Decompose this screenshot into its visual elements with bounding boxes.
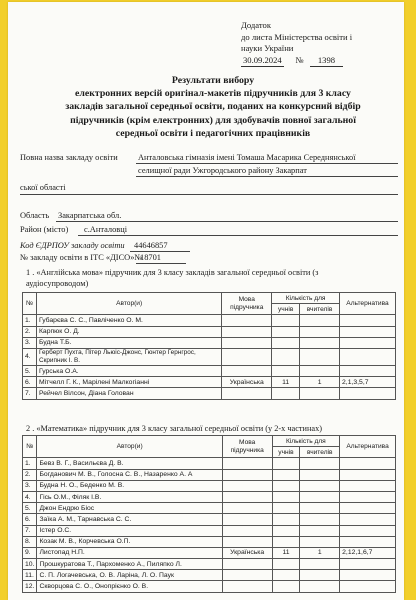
row-author: Гурська О.А. — [36, 365, 221, 376]
row-author: Заїка А. М., Тарнавська С. С. — [37, 514, 222, 525]
row-alternative — [340, 514, 396, 525]
row-alternative — [340, 570, 396, 581]
row-teachers-count — [300, 503, 340, 514]
stamp-line: Додаток — [241, 20, 271, 30]
row-language — [222, 559, 272, 570]
row-number: 2. — [23, 469, 37, 480]
row-language — [222, 514, 272, 525]
title-line: підручників (крім електронних) для здобувачів повної загальної — [70, 114, 356, 126]
title-line: середньої освіти і педагогічних працівників — [115, 127, 311, 139]
row-students-count — [272, 365, 300, 376]
row-language — [222, 458, 272, 469]
row-students-count — [272, 491, 300, 502]
row-language — [222, 570, 272, 581]
row-teachers-count — [300, 365, 340, 376]
row-author: Джон Ендрю Біос — [37, 503, 222, 514]
row-teachers-count: 1 — [300, 547, 340, 558]
document-title — [28, 74, 398, 140]
table-math — [22, 435, 396, 593]
header-teachers: вчителів — [300, 304, 340, 315]
table-row — [23, 536, 396, 547]
school-name-value-2: селищної ради Ужгородського району Закарпат — [138, 166, 307, 175]
header-num: № — [23, 436, 37, 458]
region-label: Область — [20, 211, 50, 220]
row-number: 5. — [23, 365, 37, 376]
underline — [136, 263, 186, 264]
stamp-date: 30.09.2024 — [241, 55, 284, 68]
row-number: 3. — [23, 480, 37, 491]
row-students-count — [272, 480, 300, 491]
row-teachers-count — [300, 536, 340, 547]
row-alternative — [340, 337, 396, 348]
row-author: Герберт Пухта, Пітер Льюіс-Джонс, Гюнтер Гернгрос, Скрипник І. В. — [36, 348, 221, 365]
header-students: учнів — [272, 447, 300, 458]
district-value: с.Анталовці — [84, 225, 128, 234]
row-number: 1. — [23, 315, 37, 326]
table-row — [23, 514, 396, 525]
row-alternative — [340, 315, 396, 326]
header-teachers: вчителів — [300, 447, 340, 458]
row-alternative: 2,1,3,5,7 — [340, 377, 396, 388]
header-alt: Альтернатива — [340, 436, 396, 458]
table-row — [23, 315, 396, 326]
row-language — [222, 326, 272, 337]
row-number: 7. — [23, 525, 37, 536]
row-author: Богданович М. В., Голосна С. В., Назаренко А. А — [37, 469, 222, 480]
header-qty: Кількість для — [272, 293, 340, 304]
row-alternative — [340, 365, 396, 376]
table-english — [22, 292, 396, 400]
row-students-count — [272, 388, 300, 399]
row-author: Губарєва С. С., Павліченко О. М. — [36, 315, 221, 326]
row-teachers-count — [300, 469, 340, 480]
row-author: Рейчел Вілсон, Діана Голован — [36, 388, 221, 399]
row-students-count — [272, 514, 300, 525]
row-number: 6. — [23, 514, 37, 525]
row-number: 7. — [23, 388, 37, 399]
table-row — [23, 570, 396, 581]
region-value: Закарпатська обл. — [58, 211, 122, 220]
row-students-count — [272, 581, 300, 592]
row-alternative — [340, 326, 396, 337]
district-label: Район (місто) — [20, 225, 69, 234]
table-row — [23, 491, 396, 502]
row-students-count: 11 — [272, 377, 300, 388]
row-language — [222, 337, 272, 348]
stamp-number-sign: № — [295, 54, 304, 65]
row-number: 12. — [23, 581, 37, 592]
row-author: Карпюк О. Д. — [36, 326, 221, 337]
underline — [136, 163, 398, 164]
header-author: Автор(и) — [36, 293, 221, 315]
table-row — [23, 480, 396, 491]
row-number: 1. — [23, 458, 37, 469]
row-number: 4. — [23, 491, 37, 502]
row-author: Мітчелл Г. К., Марілені Малкогіанні — [36, 377, 221, 388]
table-row — [23, 388, 396, 399]
title-line: закладів загальної середньої освіти, поданих на конкурсний відбір — [65, 101, 361, 113]
row-students-count — [272, 503, 300, 514]
school-name-value-3: ської області — [20, 183, 66, 192]
row-language — [222, 315, 272, 326]
row-number: 5. — [23, 503, 37, 514]
row-author: Скворцова С. О., Онопрієнко О. В. — [37, 581, 222, 592]
row-author: Прошкуратова Т., Пархоменко А., Пиляпко Л. — [37, 559, 222, 570]
row-language — [222, 365, 272, 376]
row-alternative: 2,12,1,6,7 — [340, 547, 396, 558]
row-students-count — [272, 469, 300, 480]
row-students-count: 11 — [272, 547, 300, 558]
row-students-count — [272, 525, 300, 536]
row-teachers-count — [300, 315, 340, 326]
row-alternative — [340, 503, 396, 514]
header-lang: Мова підручника — [222, 436, 272, 458]
row-alternative — [340, 348, 396, 365]
row-author: Будна Т.Б. — [36, 337, 221, 348]
table-row — [23, 365, 396, 376]
row-language — [222, 503, 272, 514]
row-teachers-count — [300, 326, 340, 337]
title-line: Результати вибору — [171, 75, 255, 86]
header-lang: Мова підручника — [222, 293, 272, 315]
row-author: Будна Н. О., Беденко М. В. — [37, 480, 222, 491]
stamp-number: 1398 — [310, 55, 343, 68]
underline — [136, 176, 398, 177]
row-teachers-count — [300, 559, 340, 570]
row-language — [222, 525, 272, 536]
section-1-caption — [26, 268, 396, 289]
row-students-count — [272, 458, 300, 469]
stamp-date-line — [241, 55, 401, 68]
stamp-line: науки України — [241, 43, 294, 53]
row-students-count — [272, 337, 300, 348]
row-students-count — [272, 348, 300, 365]
disco-label: № закладу освіти в ІТС «ДІСО»№ — [20, 253, 143, 262]
row-author: Істер О.С. — [37, 525, 222, 536]
row-students-count — [272, 559, 300, 570]
header-students: учнів — [272, 304, 300, 315]
appendix-stamp — [241, 20, 401, 67]
table-row — [23, 581, 396, 592]
row-language — [222, 491, 272, 502]
section-2-caption — [26, 424, 396, 435]
row-number: 3. — [23, 337, 37, 348]
row-alternative — [340, 469, 396, 480]
row-teachers-count — [300, 348, 340, 365]
row-number: 4. — [23, 348, 37, 365]
row-language: Українська — [222, 377, 272, 388]
row-students-count — [272, 326, 300, 337]
row-students-count — [272, 536, 300, 547]
underline — [78, 235, 398, 236]
table-row — [23, 377, 396, 388]
table-row — [23, 348, 396, 365]
row-number: 11. — [23, 570, 37, 581]
row-author: Листопад Н.П. — [37, 547, 222, 558]
row-teachers-count: 1 — [300, 377, 340, 388]
row-teachers-count — [300, 491, 340, 502]
row-language — [222, 536, 272, 547]
row-students-count — [272, 315, 300, 326]
header-author: Автор(и) — [37, 436, 222, 458]
row-language: Українська — [222, 547, 272, 558]
row-number: 9. — [23, 547, 37, 558]
row-author: Гісь О.М., Філяк І.В. — [37, 491, 222, 502]
table-row — [23, 525, 396, 536]
stamp-line: до листа Міністерства освіти і — [241, 31, 353, 42]
row-number: 2. — [23, 326, 37, 337]
row-teachers-count — [300, 581, 340, 592]
row-language — [222, 348, 272, 365]
row-teachers-count — [300, 458, 340, 469]
underline — [56, 221, 398, 222]
row-language — [222, 581, 272, 592]
row-teachers-count — [300, 525, 340, 536]
table-row — [23, 469, 396, 480]
table-row — [23, 559, 396, 570]
row-alternative — [340, 559, 396, 570]
row-number: 8. — [23, 536, 37, 547]
row-number: 10. — [23, 559, 37, 570]
row-author: Бевз В. Г., Васильєва Д. В. — [37, 458, 222, 469]
caption-line: 2 . «Математика» підручник для 3 класу загальної середньої освіти (у 2-х частинах) — [26, 424, 322, 433]
row-author: С. П. Логачевська, О. В. Ларіна, Л. О. Паук — [37, 570, 222, 581]
row-author: Козак М. В., Корчевська О.П. — [37, 536, 222, 547]
table-row — [23, 337, 396, 348]
row-alternative — [340, 491, 396, 502]
row-language — [222, 480, 272, 491]
row-language — [222, 469, 272, 480]
row-alternative — [340, 388, 396, 399]
table-row — [23, 458, 396, 469]
row-alternative — [340, 581, 396, 592]
school-name-value-1: Анталовська гімназія імені Томаша Масарика Середнянської — [138, 153, 356, 162]
header-alt: Альтернатива — [340, 293, 396, 315]
edrpou-label: Код ЄДРПОУ закладу освіти — [20, 241, 125, 250]
underline — [20, 194, 398, 195]
table-row — [23, 326, 396, 337]
row-alternative — [340, 536, 396, 547]
disco-value: 18701 — [140, 253, 161, 262]
school-name-label: Повна назва закладу освіти — [20, 153, 118, 162]
row-alternative — [340, 525, 396, 536]
row-teachers-count — [300, 388, 340, 399]
row-alternative — [340, 480, 396, 491]
row-alternative — [340, 458, 396, 469]
header-num: № — [23, 293, 37, 315]
caption-line: аудіосупроводом) — [26, 278, 89, 288]
title-line: електронних версій оригінал-макетів підручників для 3 класу — [75, 88, 351, 100]
row-language — [222, 388, 272, 399]
edrpou-value: 44646857 — [134, 241, 168, 250]
caption-line: 1 . «Англійська мова» підручник для 3 класу закладів загальної середньої освіти (з — [26, 268, 319, 277]
row-teachers-count — [300, 514, 340, 525]
header-qty: Кількість для — [272, 436, 340, 447]
table-row — [23, 503, 396, 514]
document-page — [8, 2, 404, 600]
row-students-count — [272, 570, 300, 581]
row-teachers-count — [300, 337, 340, 348]
row-teachers-count — [300, 570, 340, 581]
row-teachers-count — [300, 480, 340, 491]
table-row — [23, 547, 396, 558]
row-number: 6. — [23, 377, 37, 388]
